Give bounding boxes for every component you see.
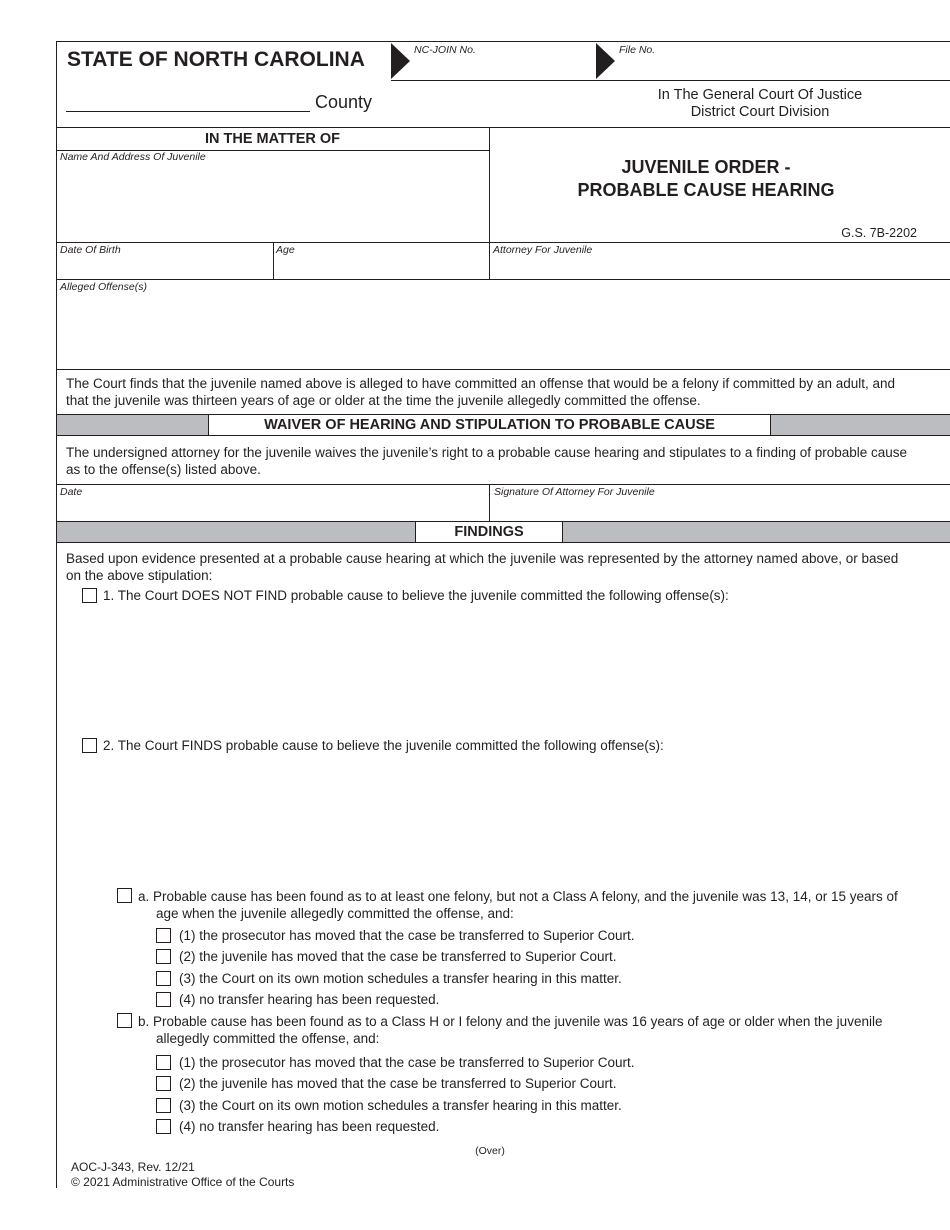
b3-text: (3) the Court on its own motion schedules a transfer hearing in this matter. [179, 1098, 622, 1113]
attorney-label: Attorney For Juvenile [493, 244, 593, 256]
signature-label: Signature Of Attorney For Juvenile [494, 486, 655, 498]
over-label: (Over) [475, 1145, 505, 1157]
b1-text: (1) the prosecutor has moved that the case be transferred to Superior Court. [179, 1055, 635, 1070]
a-text: a. Probable cause has been found as to at least one felony, but not a Class A felony, and the juvenile was 13, 14, or 15 years of age when the juvenile allegedly committed the offense, and: [138, 889, 898, 921]
findings-title: FINDINGS [415, 522, 563, 542]
file-no-arrow-icon [596, 43, 615, 79]
statute: G.S. 7B-2202 [841, 226, 917, 240]
a1-text: (1) the prosecutor has moved that the case be transferred to Superior Court. [179, 928, 635, 943]
date-rule [56, 484, 950, 485]
item1-checkbox[interactable] [82, 588, 97, 603]
header-rule [391, 80, 950, 81]
state-title: STATE OF NORTH CAROLINA [67, 48, 365, 71]
matter-title: IN THE MATTER OF [204, 131, 341, 147]
waiver-bottom-rule [56, 435, 950, 436]
dob-rule [56, 242, 950, 243]
matter-divider [489, 127, 490, 279]
county-input-line[interactable] [66, 111, 310, 112]
signature-divider [489, 484, 490, 521]
county-label: County [315, 92, 373, 112]
offenses-label: Alleged Offense(s) [60, 281, 147, 293]
waiver-title: WAIVER OF HEARING AND STIPULATION TO PROBABLE CAUSE [208, 415, 771, 435]
b-checkbox[interactable] [117, 1013, 132, 1028]
dob-label: Date Of Birth [60, 244, 121, 256]
offenses-rule [56, 279, 950, 280]
b2-checkbox[interactable] [156, 1076, 171, 1091]
item2-checkbox[interactable] [82, 738, 97, 753]
b-text: b. Probable cause has been found as to a Class H or I felony and the juvenile was 16 years of age or older when the juvenile allegedly committed the offense, and: [138, 1014, 883, 1046]
a4-checkbox[interactable] [156, 992, 171, 1007]
court-line2: District Court Division [690, 104, 830, 120]
left-border [56, 41, 57, 1188]
copyright: © 2021 Administrative Office of the Courts [71, 1175, 295, 1189]
name-address-label: Name And Address Of Juvenile [60, 151, 206, 163]
court-finds-text: The Court finds that the juvenile named above is alleged to have committed an offense that would be a felony if committed by an adult, and that the juvenile was thirteen years of age or older at the time the juvenile allegedly committed the offense. [66, 376, 896, 408]
a3-text: (3) the Court on its own motion schedules a transfer hearing in this matter. [179, 971, 622, 986]
b2-text: (2) the juvenile has moved that the case be transferred to Superior Court. [179, 1076, 617, 1091]
court-line1: In The General Court Of Justice [657, 87, 863, 103]
section-rule [56, 127, 950, 128]
b1-checkbox[interactable] [156, 1055, 171, 1070]
waiver-text: The undersigned attorney for the juvenile waives the juvenile’s right to a probable cause hearing and stipulates to a finding of probable cause as to the offense(s) listed above. [66, 445, 908, 477]
a2-checkbox[interactable] [156, 949, 171, 964]
a1-checkbox[interactable] [156, 928, 171, 943]
file-no-label: File No. [619, 44, 656, 56]
date-label: Date [60, 486, 83, 498]
b3-checkbox[interactable] [156, 1098, 171, 1113]
form-title-line1: JUVENILE ORDER - [621, 157, 791, 177]
nc-join-arrow-icon [391, 43, 410, 79]
age-label: Age [276, 244, 295, 256]
a3-checkbox[interactable] [156, 971, 171, 986]
form-number: AOC-J-343, Rev. 12/21 [71, 1160, 195, 1174]
a4-text: (4) no transfer hearing has been requested. [179, 992, 440, 1007]
item2-text: 2. The Court FINDS probable cause to believe the juvenile committed the following offense(s): [103, 738, 664, 753]
a-checkbox[interactable] [117, 888, 132, 903]
top-rule [56, 41, 950, 42]
findings-bottom-rule [56, 542, 950, 543]
b4-text: (4) no transfer hearing has been requested. [179, 1119, 440, 1134]
item1-text: 1. The Court DOES NOT FIND probable cause to believe the juvenile committed the following offense(s): [103, 588, 729, 603]
b4-checkbox[interactable] [156, 1119, 171, 1134]
a2-text: (2) the juvenile has moved that the case be transferred to Superior Court. [179, 949, 617, 964]
age-divider [273, 242, 274, 279]
court-finds-rule [56, 369, 950, 370]
findings-intro: Based upon evidence presented at a probable cause hearing at which the juvenile was represented by the attorney named above, or based on the above stipulation: [66, 551, 899, 583]
form-title-line2: PROBABLE CAUSE HEARING [577, 180, 835, 200]
nc-join-label: NC-JOIN No. [414, 44, 476, 56]
